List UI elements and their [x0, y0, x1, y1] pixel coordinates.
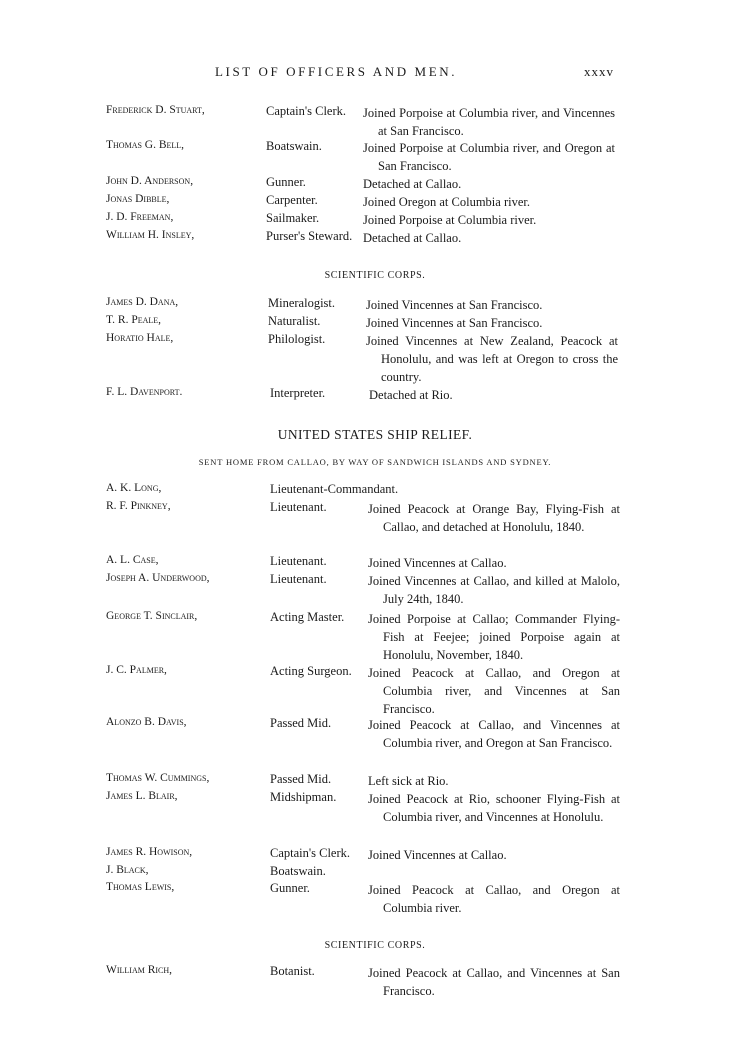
- officer-rank: Purser's Steward.: [266, 229, 353, 243]
- officer-name: Thomas W. Cummings,: [106, 772, 210, 784]
- officer-name: Horatio Hale,: [106, 332, 174, 344]
- officer-name: John D. Anderson,: [106, 175, 194, 187]
- officer-remark: Joined Vincennes at Callao.: [368, 848, 507, 862]
- officer-name: R. F. Pinkney,: [106, 500, 171, 512]
- officer-remark: Joined Porpoise at Callao; Commander Flying-Fish at Feejee; joined Porpoise again at Honolulu, November, 1840.: [368, 612, 620, 662]
- officer-remark: Joined Oregon at Columbia river.: [363, 195, 530, 209]
- officer-remark: Joined Vincennes at Callao, and killed at Malolo, July 24th, 1840.: [368, 574, 620, 606]
- officer-name: Thomas G. Bell,: [106, 139, 185, 151]
- officer-rank: Lieutenant.: [270, 500, 327, 514]
- officer-name: James R. Howison,: [106, 846, 193, 858]
- officer-rank: Passed Mid.: [270, 716, 332, 730]
- officer-name: A. K. Long,: [106, 482, 162, 494]
- officer-rank: Acting Surgeon.: [270, 664, 352, 678]
- officer-rank: Lieutenant.: [270, 572, 327, 586]
- officer-rank: Sailmaker.: [266, 211, 320, 225]
- section-heading: SCIENTIFIC CORPS.: [324, 270, 426, 281]
- officer-rank: Captain's Clerk.: [266, 104, 347, 118]
- officer-name: Alonzo B. Davis,: [106, 716, 187, 728]
- officer-remark: Joined Vincennes at Callao.: [368, 556, 507, 570]
- page-title: LIST OF OFFICERS AND MEN.: [215, 64, 458, 79]
- officer-name: William H. Insley,: [106, 229, 195, 241]
- running-head: [0, 64, 750, 84]
- officer-rank: Philologist.: [268, 332, 326, 346]
- officer-name: James L. Blair,: [106, 790, 178, 802]
- officer-remark: Joined Porpoise at Columbia river, and Oregon at San Francisco.: [363, 141, 615, 173]
- officer-remark: Joined Vincennes at San Francisco.: [366, 316, 543, 330]
- officer-remark: Detached at Callao.: [363, 231, 462, 245]
- officer-rank: Passed Mid.: [270, 772, 332, 786]
- officer-remark: Detached at Callao.: [363, 177, 462, 191]
- officer-rank: Botanist.: [270, 964, 315, 978]
- officer-name: Jonas Dibble,: [106, 193, 170, 205]
- officer-name: J. D. Freeman,: [106, 211, 174, 223]
- officer-name: F. L. Davenport.: [106, 386, 183, 398]
- officer-remark: Joined Peacock at Callao, and Vincennes at Columbia river, and Oregon at San Francisco.: [368, 718, 620, 750]
- officer-remark: Joined Peacock at Callao, and Vincennes at San Francisco.: [368, 966, 620, 998]
- officer-name: James D. Dana,: [106, 296, 179, 308]
- officer-remark: Joined Peacock at Callao, and Oregon at Columbia river, and Vincennes at San Francisco.: [368, 666, 620, 716]
- officer-name: George T. Sinclair,: [106, 610, 198, 622]
- officer-remark: Joined Porpoise at Columbia river, and Vincennes at San Francisco.: [363, 106, 615, 138]
- officer-name: William Rich,: [106, 964, 173, 976]
- officer-name: T. R. Peale,: [106, 314, 162, 326]
- ship-heading: UNITED STATES SHIP RELIEF.: [277, 427, 473, 442]
- officer-name: J. Black,: [106, 864, 149, 876]
- officer-remark: Detached at Rio.: [369, 388, 453, 402]
- officer-rank: Acting Master.: [270, 610, 345, 624]
- officer-rank: Boatswain.: [266, 139, 322, 153]
- section-heading: SCIENTIFIC CORPS.: [324, 940, 426, 951]
- officer-rank: Mineralogist.: [268, 296, 336, 310]
- officer-rank: Naturalist.: [268, 314, 321, 328]
- officer-remark: Joined Peacock at Callao, and Oregon at Columbia river.: [368, 883, 620, 915]
- officer-rank: Boatswain.: [270, 864, 326, 878]
- officer-remark: Joined Peacock at Rio, schooner Flying-Fish at Columbia river, and Vincennes at Honolulu.: [368, 792, 620, 824]
- officer-remark: Left sick at Rio.: [368, 774, 449, 788]
- officer-rank: Lieutenant.: [270, 554, 327, 568]
- officer-rank: Gunner.: [270, 881, 310, 895]
- officer-remark: Joined Vincennes at San Francisco.: [366, 298, 543, 312]
- officer-name: Frederick D. Stuart,: [106, 104, 205, 116]
- officer-name: Thomas Lewis,: [106, 881, 175, 893]
- officer-remark: Joined Porpoise at Columbia river.: [363, 213, 537, 227]
- officer-rank: Captain's Clerk.: [270, 846, 351, 860]
- page-number: xxxv: [584, 64, 614, 79]
- ship-subheading: SENT HOME FROM CALLAO, BY WAY OF SANDWICH ISLANDS AND SYDNEY.: [198, 457, 552, 467]
- officer-rank: Gunner.: [266, 175, 306, 189]
- officer-remark: Joined Vincennes at New Zealand, Peacock at Honolulu, and was left at Oregon to cross the country.: [366, 334, 618, 384]
- officer-name: J. C. Palmer,: [106, 664, 167, 676]
- officer-rank: Midshipman.: [270, 790, 337, 804]
- officer-name: Joseph A. Underwood,: [106, 572, 210, 584]
- officer-name: A. L. Case,: [106, 554, 159, 566]
- officer-rank: Carpenter.: [266, 193, 318, 207]
- officer-remark: Joined Peacock at Orange Bay, Flying-Fish at Callao, and detached at Honolulu, 1840.: [368, 502, 620, 534]
- officer-rank: Interpreter.: [270, 386, 326, 400]
- officer-rank: Lieutenant-Commandant.: [270, 482, 399, 496]
